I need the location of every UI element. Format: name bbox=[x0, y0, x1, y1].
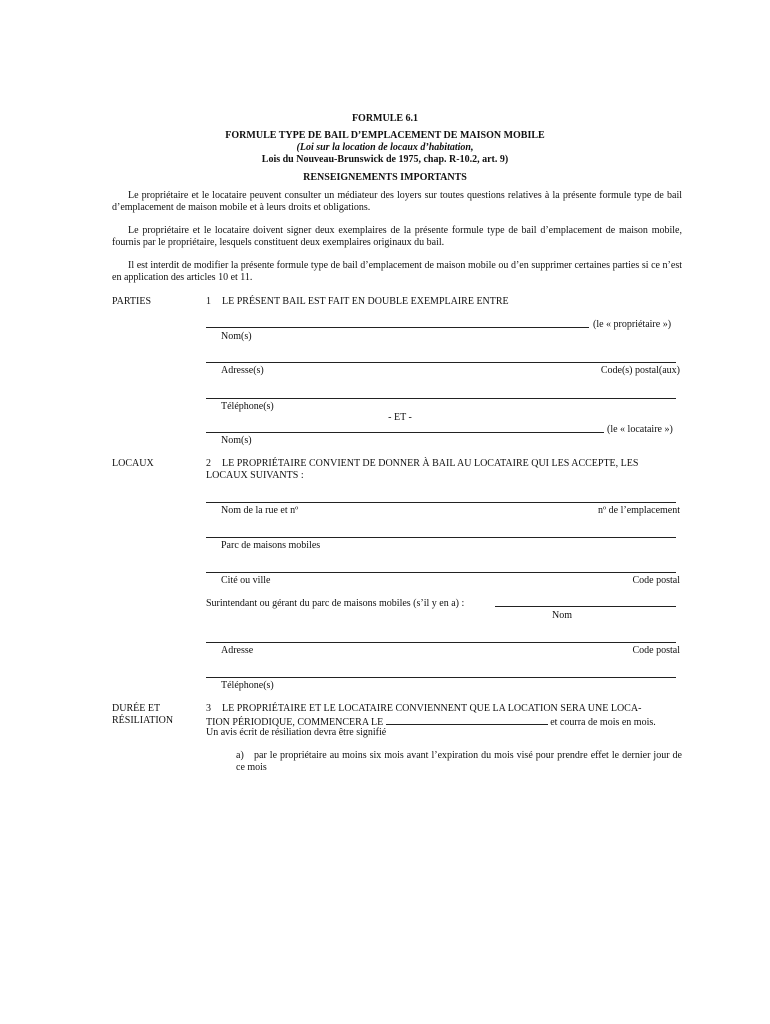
intro-paragraph-3: Il est interdit de modifier la présente formule type de bail d’emplacement de maison mobile ou d’en supprimer certaines parties si ce n’est en application des articles 10 et 11. bbox=[112, 260, 682, 283]
manager-address-label: Adresse bbox=[221, 645, 254, 656]
section-2-heading: LE PROPRIÉTAIRE CONVIENT DE DONNER À BAIL AU LOCATAIRE QUI LES ACCEPTE, LES LOCAUX SUIVANTS : bbox=[206, 458, 639, 481]
important-heading: RENSEIGNEMENTS IMPORTANTS bbox=[303, 172, 467, 183]
manager-phone-field[interactable] bbox=[206, 677, 676, 678]
park-field[interactable] bbox=[206, 537, 676, 538]
start-date-prefix: TION PÉRIODIQUE, COMMENCERA LE bbox=[206, 717, 384, 728]
manager-name-label: Nom bbox=[552, 610, 572, 621]
form-title: FORMULE TYPE DE BAIL D’EMPLACEMENT DE MAISON MOBILE bbox=[225, 130, 545, 141]
city-label: Cité ou ville bbox=[221, 575, 271, 586]
city-postal-label: Code postal bbox=[632, 575, 680, 586]
intro-paragraph-1: Le propriétaire et le locataire peuvent consulter un médiateur des loyers sur toutes questions relatives à la présente formule type de bail d’emplacement de maison mobile et à leurs droits et obligations. bbox=[112, 190, 682, 213]
section-2-number: 2 bbox=[206, 458, 211, 469]
manager-phone-label: Téléphone(s) bbox=[221, 680, 274, 691]
locaux-side-label: LOCAUX bbox=[112, 458, 154, 469]
landlord-suffix: (le « propriétaire ») bbox=[593, 319, 672, 330]
street-label: Nom de la rue et nº bbox=[221, 505, 299, 516]
parties-side-label: PARTIES bbox=[112, 296, 152, 307]
duree-side-label-1: DURÉE ET bbox=[112, 703, 161, 714]
manager-postal-label: Code postal bbox=[632, 645, 680, 656]
landlord-name-field[interactable] bbox=[206, 327, 589, 328]
intro-paragraph-2: Le propriétaire et le locataire doivent signer deux exemplaires de la présente formule type de bail d’emplacement de maison mobile, fournis par le propriétaire, lesquels constituent deux exemplaires originaux du bail. bbox=[112, 225, 682, 248]
section-3-line-3: Un avis écrit de résiliation devra être signifié bbox=[206, 727, 387, 738]
section-1-number: 1 bbox=[206, 296, 211, 307]
landlord-phone-field[interactable] bbox=[206, 398, 676, 399]
landlord-phone-label: Téléphone(s) bbox=[221, 401, 274, 412]
section-3-line-1: LE PROPRIÉTAIRE ET LE LOCATAIRE CONVIENNENT QUE LA LOCATION SERA UNE LOCA- bbox=[222, 703, 642, 714]
law-reference: Lois du Nouveau-Brunswick de 1975, chap. R-10.2, art. 9) bbox=[261, 154, 509, 165]
duree-side-label-2: RÉSILIATION bbox=[112, 715, 174, 726]
manager-text: Surintendant ou gérant du parc de maisons mobiles (s’il y en a) : bbox=[206, 598, 465, 609]
tenant-name-label: Nom(s) bbox=[221, 435, 252, 446]
site-number-label: nº de l’emplacement bbox=[598, 505, 680, 516]
landlord-name-label: Nom(s) bbox=[221, 331, 252, 342]
tenant-suffix: (le « locataire ») bbox=[607, 424, 673, 435]
manager-name-field[interactable] bbox=[495, 606, 676, 607]
item-a-label: a) bbox=[236, 750, 244, 761]
park-label: Parc de maisons mobiles bbox=[221, 540, 321, 551]
landlord-address-label: Adresse(s) bbox=[221, 365, 264, 376]
item-a-text: par le propriétaire au moins six mois avant l’expiration du mois visé pour prendre effet le dernier jour de ce mois bbox=[236, 750, 682, 773]
landlord-postal-label: Code(s) postal(aux) bbox=[600, 365, 680, 376]
landlord-address-field[interactable] bbox=[206, 362, 676, 363]
and-separator: - ET - bbox=[388, 412, 412, 423]
manager-address-field[interactable] bbox=[206, 642, 676, 643]
form-number: FORMULE 6.1 bbox=[351, 113, 419, 124]
start-date-suffix: et courra de mois en mois. bbox=[550, 717, 656, 728]
tenant-name-field[interactable] bbox=[206, 432, 604, 433]
city-field[interactable] bbox=[206, 572, 676, 573]
start-date-field[interactable] bbox=[386, 715, 548, 725]
law-name: (Loi sur la location de locaux d’habitation, bbox=[296, 142, 474, 153]
section-3-number: 3 bbox=[206, 703, 211, 714]
section-1-heading: LE PRÉSENT BAIL EST FAIT EN DOUBLE EXEMPLAIRE ENTRE bbox=[222, 296, 509, 307]
street-field[interactable] bbox=[206, 502, 676, 503]
